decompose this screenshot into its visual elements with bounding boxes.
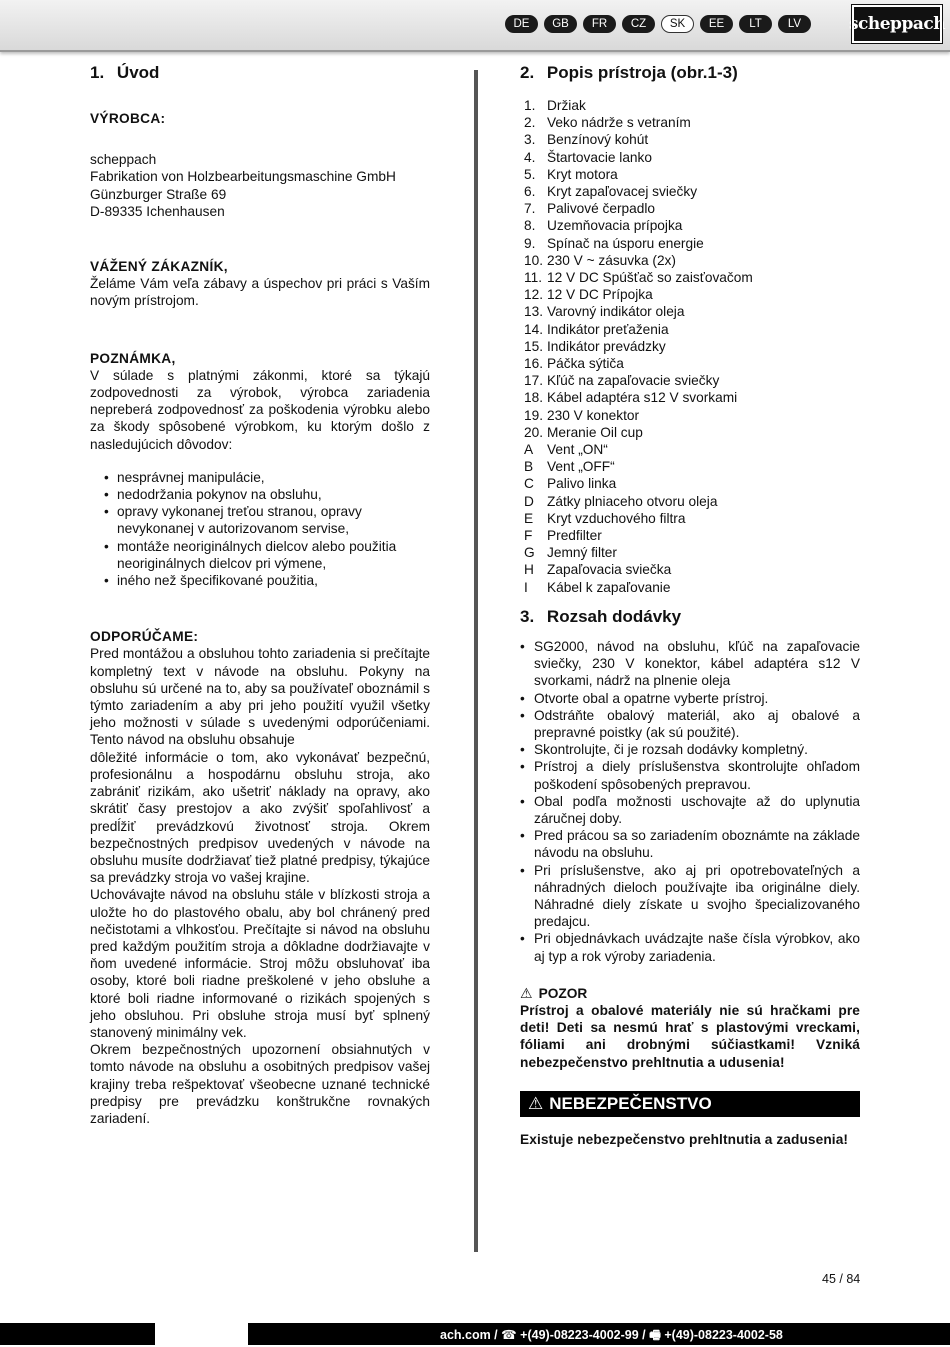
list-item [520,389,860,406]
language-tab-lv[interactable]: LV [778,15,811,33]
part-key: 9. [524,235,536,251]
part-key: 14. [524,321,544,337]
list-item [520,321,860,338]
list-item: • Prístroj a diely príslušenstva skontrolujte ohľadom poškodení spôsobených prepravou. [520,758,860,792]
part-key: F [524,528,533,544]
section-1-heading [90,62,430,84]
danger-banner [520,1091,860,1117]
part-key: 15. [524,338,544,354]
list-item [520,131,860,148]
part-key: 8. [524,218,536,234]
list-item: • nedodržania pokynov na obsluhu, [90,486,430,503]
list-item [520,149,860,166]
language-selector [505,15,811,33]
column-divider [474,70,478,1252]
part-key: 18. [524,390,544,406]
list-item: • Pri príslušenstve, ako aj pri opotrebovateľných a náhradných dieloch používajte iba originálne diely. Náhradné diely získate u svojho špecializovaného predajcu. [520,862,860,931]
caution-label: POZOR [538,985,588,1001]
language-tab-gb[interactable]: GB [544,15,577,33]
part-label: Varovný indikátor oleja [547,304,685,320]
part-key: D [524,493,534,509]
part-label: Spínač na úsporu energie [547,235,704,251]
language-tab-fr[interactable]: FR [583,15,616,33]
list-item [520,441,860,458]
danger-label: NEBEZPEČENSTVO [549,1094,712,1114]
address-line: scheppach [90,152,157,168]
language-tab-cz[interactable]: CZ [622,15,655,33]
language-tab-sk[interactable]: SK [661,15,694,33]
footer-white-block [155,1323,248,1345]
part-label: Predfilter [547,528,602,544]
delivery-bullet-list [520,638,860,965]
scheppach-logo: scheppach [852,5,942,43]
part-key: 6. [524,184,536,200]
part-key: H [524,562,534,578]
part-key: 13. [524,304,544,320]
part-key: 1. [524,98,536,113]
part-label: Indikátor prevádzky [547,338,666,354]
part-key: A [524,442,534,458]
section-2-heading [520,62,860,84]
footer-contact: ach.com / ☎ +(49)-08223-4002-99 / 🖷 +(49)-08223-4002-58 [440,1328,783,1342]
list-item [520,510,860,527]
part-key: B [524,459,534,475]
list-item: • opravy vykonanej treťou stranou, opravy nevykonanej v autorizovanom servise, [90,503,430,537]
language-tab-lt[interactable]: LT [739,15,772,33]
part-label: Zapaľovacia sviečka [547,562,672,578]
list-item [520,458,860,475]
list-item [520,217,860,234]
list-item [520,475,860,492]
list-item: • nesprávnej manipulácie, [90,469,430,486]
list-item: • Odstráňte obalový materiál, ako aj obalové a prepravné poistky (ak sú použité). [520,707,860,741]
part-label: Zátky plniaceho otvoru oleja [547,493,718,509]
section-number: 3. [520,606,535,626]
address-line: Günzburger Straße 69 [90,186,227,202]
caution-heading [520,985,860,1002]
customer-text: Želáme Vám veľa zábavy a úspechov pri práci s Vaším novým prístrojom. [90,276,430,309]
list-item [520,338,860,355]
list-item [520,355,860,372]
part-label: Páčka sýtiča [547,356,624,372]
list-item [520,235,860,252]
part-label: Palivo linka [547,476,617,492]
part-key: 20. [524,424,544,440]
part-label: Benzínový kohút [547,132,649,148]
list-item: • montáže neoriginálnych dielcov alebo použitia neoriginálnych dielcov pri výmene, [90,538,430,572]
caution-text: Prístroj a obalové materiály nie sú hračkami pre deti! Deti sa nesmú hrať s plastovými vreckami, fóliami ani drobnými súčiastkami! Vzniká nebezpečenstvo prehltnutia a udusenia! [520,1002,860,1070]
list-item [520,97,860,114]
list-item: • Pred prácou sa so zariadením oboznámte na základe návodu na obsluhu. [520,827,860,861]
section-title: Popis prístroja (obr.1-3) [546,63,738,82]
manufacturer-label: VÝROBCA: [90,111,166,126]
list-item [520,269,860,286]
section-title: Úvod [116,63,160,82]
part-key: 3. [524,132,536,148]
parts-list [520,97,860,596]
part-label: Držiak [547,98,586,113]
part-label: 12 V DC Prípojka [547,287,653,303]
part-key: 10. [524,252,544,268]
part-label: Vent „ON“ [547,442,608,458]
part-key: 2. [524,115,536,131]
recommend-label: ODPORÚČAME: [90,629,199,645]
list-item [520,561,860,578]
note-text: V súlade s platnými zákonmi, ktoré sa týkajú zodpovednosti za výrobok, výrobca zariadenia nepreberá zodpovednosť za poškodenia výrobku alebo za škody spôsobené výrobkom, ku ktorým došlo z nasledujúcich dôvodov: [90,367,430,452]
list-item [520,493,860,510]
list-item [520,114,860,131]
part-label: Kábel adaptéra s12 V svorkami [547,390,738,406]
recommend-paragraph: dôležité informácie o tom, ako vykonávať bezpečnú, profesionálnu a hospodárnu obsluhu stroja, ako zabrániť rizikám, ako ušetriť náklady na opravy, ako skrátiť časy prestojov a ako zvýšiť spoľahlivosť a predĺžiť prevádzkovú životnosť stroja. Okrem bezpečnostných predpisov uvedených v návode na obsluhu musíte dodržiavať tiež platné predpisy, týkajúce sa prevádzky stroja vo vašej krajine. [90,749,430,886]
part-key: 5. [524,166,536,182]
danger-text: Existuje nebezpečenstvo prehltnutia a zadusenia! [520,1131,849,1147]
part-label: 230 V konektor [547,407,640,423]
recommend-paragraph: Pred montážou a obsluhou tohto zariadenia si prečítajte kompletný text v návode na obsluhu. Pokyny na obsluhu sú určené na to, aby sa používateľ oboznámil s týmto zariadením a aby pri jeho použití využil všetky jeho možnosti v súlade s uvedenými odporúčeniami. Tento návod na obsluhu obsahuje [90,646,430,748]
language-tab-de[interactable]: DE [505,15,538,33]
part-label: 230 V ~ zásuvka (2x) [547,252,676,268]
list-item [520,303,860,320]
recommend-paragraph: Uchovávajte návod na obsluhu stále v blízkosti stroja a uložte ho do plastového obalu, aby bol chránený pred nečistotami a vlhkosťou. Prečítajte si návod na obsluhu pred každým použitím stroja a dôkladne dodržiavajte v ňom uvedené informácie. Stroj môžu obsluhovať iba osoby, ktoré boli riadne preškolené v jeho obsluhe a ktoré boli riadne informované o rizikách spojených s jeho obsluhou. Pri obsluhe stroja musí byť splnený stanovený minimálny vek. [90,887,430,1040]
part-key: E [524,510,534,526]
section-number: 1. [90,63,105,82]
list-item: • Otvorte obal a opatrne vyberte prístroj. [520,690,860,707]
part-label: Uzemňovacia prípojka [547,218,683,234]
section-title: Rozsah dodávky [546,606,682,626]
part-label: Kryt motora [547,166,618,182]
language-tab-ee[interactable]: EE [700,15,733,33]
page-header [0,0,950,52]
section-number: 2. [520,63,535,82]
list-item [520,424,860,441]
list-item [520,579,860,596]
list-item [520,372,860,389]
part-label: Kryt vzduchového filtra [547,510,686,526]
section-3-heading [520,606,860,628]
list-item: • Obal podľa možnosti uschovajte až do uplynutia záručnej doby. [520,793,860,827]
part-label: Vent „OFF“ [547,459,615,475]
list-item: • SG2000, návod na obsluhu, kľúč na zapaľovacie sviečky, 230 V konektor, kábel adaptéra s12 V svorkami, nádrž na plnenie oleja [520,638,860,690]
part-key: 16. [524,356,544,372]
page-footer [0,1323,950,1345]
part-label: Veko nádrže s vetraním [547,115,691,131]
part-key: 4. [524,149,536,165]
list-item [520,166,860,183]
part-key: 7. [524,201,536,217]
right-column [520,62,860,1148]
list-item [520,252,860,269]
list-item [520,286,860,303]
part-key: C [524,476,534,492]
left-column [90,62,430,1127]
part-key: I [524,579,528,595]
list-item: • Skontrolujte, či je rozsah dodávky kompletný. [520,741,860,758]
list-item [520,407,860,424]
list-item: • Pri objednávkach uvádzajte naše čísla výrobkov, ako aj typ a rok výroby zariadenia. [520,930,860,964]
part-label: Jemný filter [547,545,617,561]
part-key: 19. [524,407,544,423]
part-label: Kryt zapaľovacej sviečky [547,184,698,200]
list-item [520,183,860,200]
list-item [520,544,860,561]
part-key: 11. [524,270,543,286]
list-item [520,200,860,217]
list-item: • iného než špecifikované použitia, [90,572,430,589]
part-key: G [524,545,535,561]
part-label: Štartovacie lanko [547,149,652,165]
part-label: Indikátor preťaženia [547,321,669,337]
part-label: Palivové čerpadlo [547,201,656,217]
address-line: D-89335 Ichenhausen [90,203,225,219]
warning-triangle-icon: ⚠ [520,984,533,1001]
part-key: 17. [524,373,544,389]
customer-label: VÁŽENÝ ZÁKAZNÍK, [90,259,228,275]
part-label: 12 V DC Spúšťač so zaisťovačom [547,270,753,286]
address-line: Fabrikation von Holzbearbeitungsmaschine GmbH [90,169,396,185]
note-label: POZNÁMKA, [90,350,176,366]
part-key: 12. [524,287,544,303]
recommend-paragraph: Okrem bezpečnostných upozornení obsiahnutých v tomto návode na obsluhu a osobitných predpisov vašej krajiny treba rešpektovať všeobecne uznané technické predpisy pre prevádzku konštrukčne rovnakých zariadení. [90,1042,430,1126]
page-number: 45 / 84 [822,1272,861,1286]
note-bullet-list [90,469,430,589]
list-item [520,527,860,544]
manufacturer-address [90,151,430,220]
part-label: Meranie Oil cup [547,424,643,440]
warning-triangle-icon: ⚠ [528,1094,544,1114]
part-label: Kábel k zapaľovanie [547,579,671,595]
part-label: Kľúč na zapaľovacie sviečky [547,373,720,389]
